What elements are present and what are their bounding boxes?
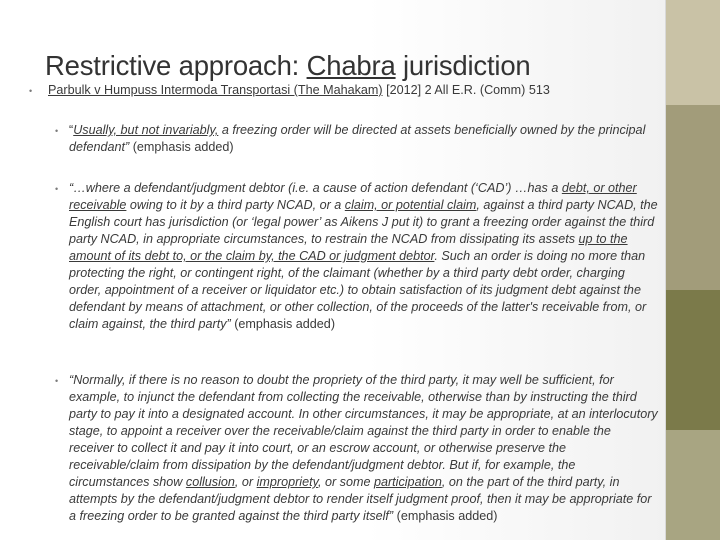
quote-3 xyxy=(69,372,659,525)
case-name: Parbulk v Humpuss Intermoda Transportasi (The Mahakam) xyxy=(48,83,383,97)
quote-text-run: “ xyxy=(69,123,74,137)
side-strip-segment xyxy=(666,105,720,290)
quote-text-run: impropriety xyxy=(256,475,318,489)
sub-bullet-icon: • xyxy=(55,376,59,386)
case-reference: [2012] 2 All E.R. (Comm) 513 xyxy=(382,83,550,97)
side-strip-segment xyxy=(666,0,720,105)
quote-text-run: debt, or other receivable xyxy=(69,181,637,212)
sub-bullet-icon: • xyxy=(55,184,59,194)
quote-text-run: (emphasis added) xyxy=(393,509,498,523)
quote-text-run: , or xyxy=(234,475,257,489)
quote-text-run: a freezing order will be directed at assets beneficially owned by the principal defendant” xyxy=(69,123,646,154)
quote-text-run: claim, or potential claim xyxy=(344,198,477,212)
slide-title xyxy=(45,50,531,82)
quote-text-run: up to the amount of its debt to, or the claim by, the CAD or judgment debtor xyxy=(69,232,628,263)
side-strip-segment xyxy=(666,430,720,540)
title-prefix: Restrictive approach: xyxy=(45,50,307,81)
title-suffix: jurisdiction xyxy=(395,50,531,81)
bullet-icon: • xyxy=(29,86,33,96)
case-citation xyxy=(48,83,550,97)
decorative-side-strip xyxy=(666,0,720,540)
quote-text-run: “…where a defendant/judgment debtor (i.e. a cause of action defendant (‘CAD’) …has a xyxy=(69,181,562,195)
quote-text-run: collusion xyxy=(185,475,235,489)
quote-1 xyxy=(69,122,659,156)
side-strip-segment xyxy=(666,290,720,430)
quote-2 xyxy=(69,180,659,333)
quote-text-run: , against a third party NCAD, the English court has jurisdiction (or ‘legal power’ as Aikens J put it) to grant a freezing order against the third party NCAD, in appropriate circumstances, to restrain the NCAD from dissipating its assets xyxy=(69,198,658,246)
quote-text-run: “Normally, if there is no reason to doubt the propriety of the third party, it may well be sufficient, for example, to injunct the defendant from collecting the receivable, otherwise than by instructing the third party to pay it into a designated account. In other circumstances, it may be appropriate, at an interlocutory stage, to appoint a receiver over the receivable/claim against the third party in order to enable the receiver to collect it and pay it into court, or an escrow account, or otherwise preserve the receivable/claim from dissipation by the defendant/judgment debtor. But if, for example, the circumstances show xyxy=(69,373,658,489)
quote-text-run: (emphasis added) xyxy=(230,317,336,331)
quote-text-run: , on the part of the third party, in attempts by the defendant/judgment debtor to render itself judgment proof, then it may be appropriate for a freezing order to be granted against the third party itself” xyxy=(69,475,652,523)
quote-text-run: Usually, but not invariably, xyxy=(73,123,219,137)
title-case-name: Chabra xyxy=(306,50,396,81)
quote-text-run: (emphasis added) xyxy=(129,140,234,154)
quote-text-run: owing to it by a third party NCAD, or a xyxy=(126,198,345,212)
quote-text-run: , or some xyxy=(317,475,374,489)
quote-text-run: . Such an order is doing no more than protecting the right, or contingent right, of the claimant (whether by a third party debt order, charging order, appointment of a receiver or liquidator etc.) to obtain satisfaction of its judgment debt against the defendant by means of attachment, or other collection, of the proceeds of the latter's receivable from, or claim against, the third party” xyxy=(69,249,647,331)
sub-bullet-icon: • xyxy=(55,126,59,136)
quote-text-run: participation xyxy=(373,475,442,489)
